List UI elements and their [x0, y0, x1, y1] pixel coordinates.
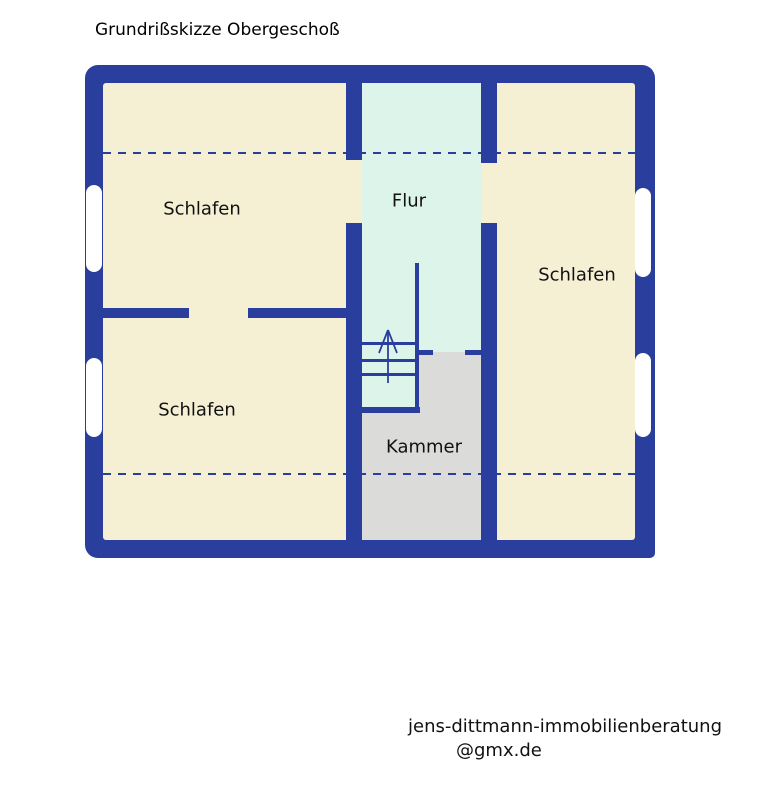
footer-company-text: jens-dittmann-immobilienberatung	[408, 716, 722, 737]
window-right-lower	[635, 353, 651, 437]
wall-bedroom-divider-left	[103, 308, 189, 318]
window-left-upper	[86, 185, 102, 272]
stair-direction-arrow-icon	[373, 325, 403, 385]
wall-hall-left-upper	[346, 83, 362, 160]
page-title: Grundrißskizze Obergeschoß	[95, 20, 340, 40]
stair-bottom-wall	[362, 407, 420, 413]
stair-guard-wall	[415, 263, 419, 413]
room-area-kammer-lower	[362, 413, 481, 540]
room-label-schlafen-right: Schlafen	[538, 264, 616, 286]
roof-slope-dashed-line-upper	[103, 152, 635, 154]
wall-hall-right-lower	[481, 223, 497, 540]
room-area-kammer-upper	[419, 352, 481, 413]
room-label-flur: Flur	[391, 190, 427, 212]
room-label-kammer: Kammer	[385, 436, 463, 458]
wall-hall-left-lower	[346, 223, 362, 540]
wall-kammer-top-left	[419, 350, 433, 355]
room-label-schlafen-bottom-left: Schlafen	[158, 399, 236, 421]
floor-plan	[85, 65, 655, 558]
window-right-upper	[635, 188, 651, 277]
room-label-schlafen-top-left: Schlafen	[163, 198, 241, 220]
roof-slope-dashed-line-lower	[103, 473, 635, 475]
footer-email-domain-text: @gmx.de	[456, 740, 542, 761]
window-left-lower	[86, 358, 102, 437]
wall-bedroom-divider-right	[248, 308, 347, 318]
wall-hall-right-upper	[481, 83, 497, 163]
wall-kammer-top-right	[465, 350, 481, 355]
